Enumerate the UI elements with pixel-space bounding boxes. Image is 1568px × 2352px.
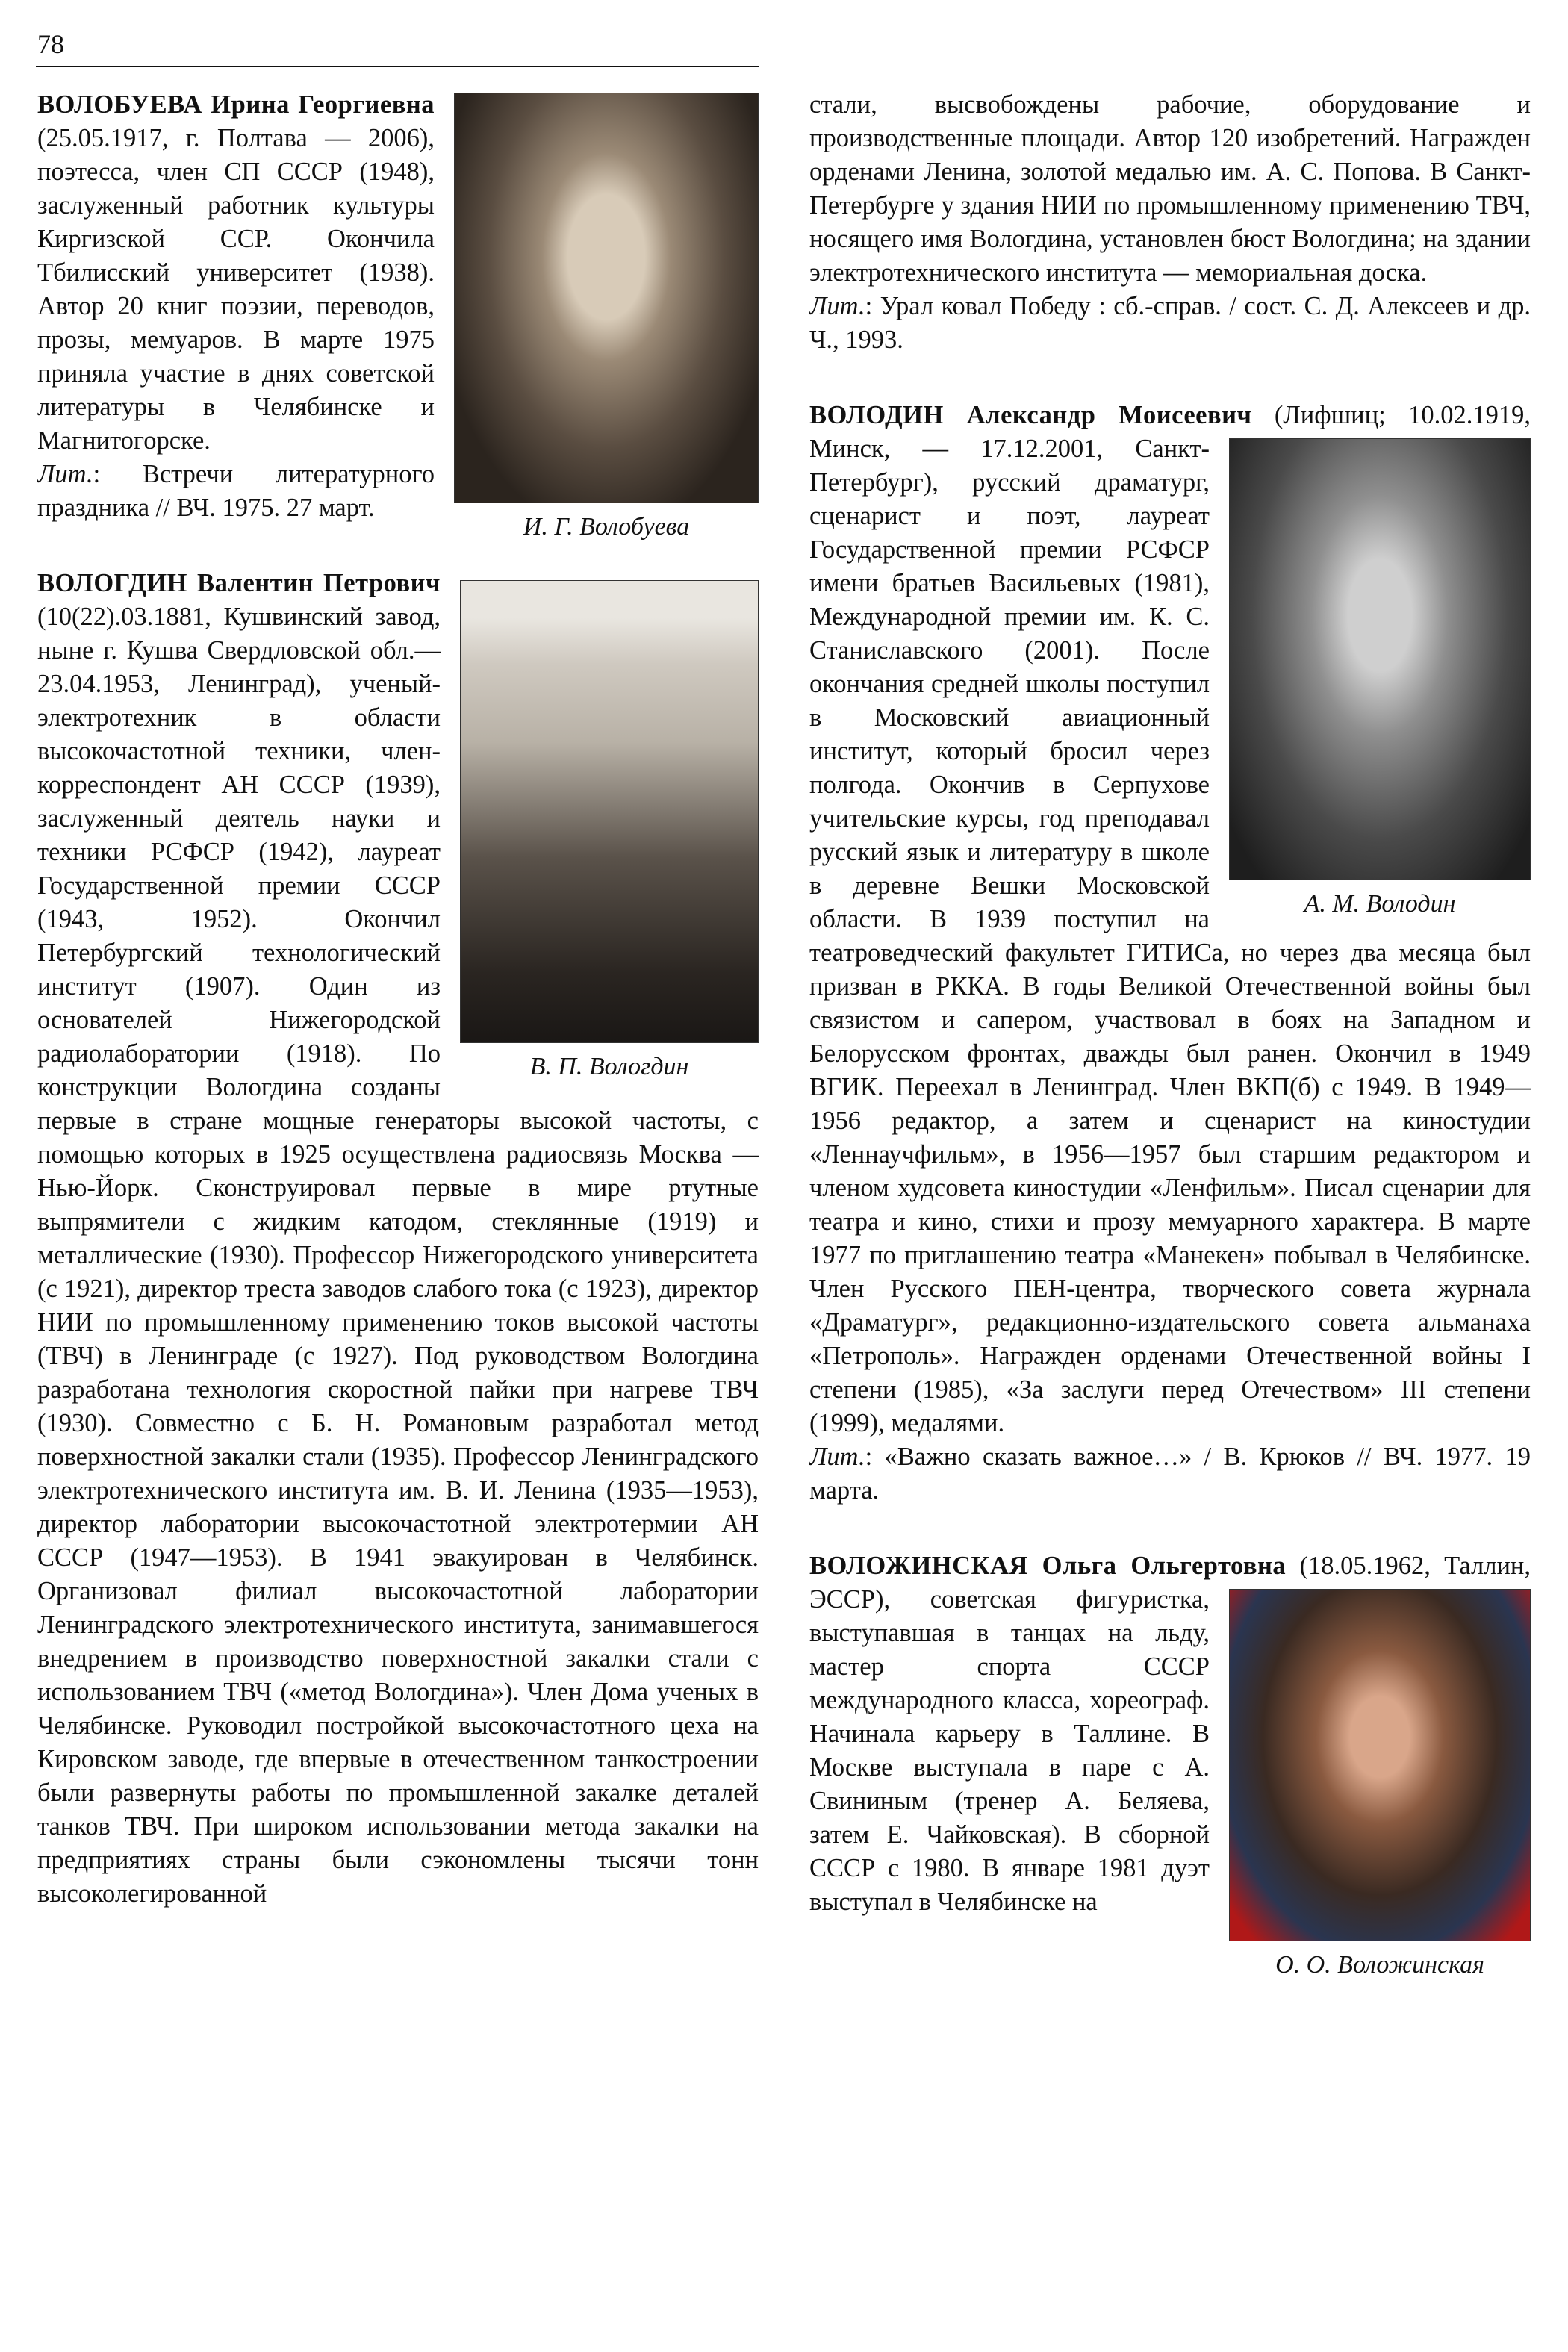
entry-text (809, 399, 1531, 1440)
headword: ВОЛОБУЕВА Ирина Георгиевна (37, 90, 435, 119)
entry-vologdin-continued (809, 88, 1531, 357)
photo-vologdin (460, 580, 759, 1083)
lit-label: Лит. (809, 292, 865, 320)
photo-volodin (1229, 438, 1531, 921)
literature-ref (809, 1440, 1531, 1508)
caption-volozhinskaya: О. О. Воложинская (1275, 1951, 1484, 1979)
entry-text (809, 1549, 1531, 1979)
entry-volodin (809, 399, 1531, 1508)
entry-body: (25.05.1917, г. Полтава — 2006), поэтесса, член СП СССР (1948), заслуженный работник культуры Киргизской ССР. Окончила Тбилисский университет (1938). Автор 20 книг поэзии, переводов, прозы, мемуаров. В марте 1975 приняла участие в днях советской литературы в Челябинске и Магнитогорске. (37, 124, 435, 455)
portrait-vologdin (460, 580, 759, 1043)
portrait-volozhinskaya (1229, 1589, 1531, 1941)
entry-body: (18.05.1962, Таллин, ЭССР), советская фигуристка, выступавшая в танцах на льду, мастер спорта СССР международного класса, хореограф. Начинала карьеру в Таллине. В Москве выступала в паре с А. Свининым (тренер А. Беляева, затем Е. Чайковская). В сборной СССР с 1980. В январе 1981 дуэт выступал в Челябинске на (809, 1552, 1531, 1916)
page-number: 78 (37, 29, 64, 59)
lit-label: Лит. (37, 460, 93, 488)
headword: ВОЛОЖИНСКАЯ Ольга Ольгертовна (809, 1552, 1287, 1580)
lit-label: Лит. (809, 1443, 865, 1471)
caption-vologdin: В. П. Вологдин (529, 1053, 689, 1080)
entry-body: (10(22).03.1881, Кушвинский завод, ныне г. Кушва Свердловской обл.— 23.04.1953, Ленинград), ученый-электротехник в области высокочастотной техники, член-корреспондент АН СССР (1939), заслуженный деятель науки и техники РСФСР (1942), лауреат Государственной премии СССР (1943, 1952). Окончил Петербургский технологический институт (1907). Один из основателей Нижегородской радиолаборатории (1918). По конструкции Вологдина созданы первые в стране мощные генераторы высокой частоты, с помощью которых в 1925 осуществлена радиосвязь Москва — Нью-Йорк. Сконструировал первые в мире ртутные выпрямители с жидким катодом, стеклянные (1919) и металлические (1930). Профессор Нижегородского университета (с 1921), директор треста заводов слабого тока (с 1923), директор НИИ по промышленному применению токов высокой частоты (ТВЧ) в Ленинграде (с 1927). Под руководством Вологдина разработана технология скоростной пайки при нагреве ТВЧ (1930). Совместно с Б. Н. Романовым разработал метод поверхностной закалки стали (1935). Профессор Ленинградского электротехнического института им. В. И. Ленина (1935—1953), директор лаборатории высокочастотной электротермии АН СССР (1947—1953). В 1941 эвакуирован в Челябинск. Организовал филиал высокочастотной лаборатории Ленинградского электротехнического института, занимавшегося внедрением в производство поверхностной закалки стали с использованием ТВЧ («метод Вологдина»). Член Дома ученых в Челябинске. Руководил постройкой высокочастотного цеха на Кировском заводе, где впервые в отечественном танкостроении были развернуты работы по промышленной закалке деталей танков ТВЧ. При широком использовании метода закалки на предприятиях страны были сэкономлены тысячи тонн высоколегированной (37, 603, 759, 1908)
right-column (809, 88, 1531, 1982)
headword: ВОЛОДИН Александр Моисеевич (809, 401, 1252, 429)
lit-text: : «Важно сказать важное…» / В. Крюков // ВЧ. 1977. 19 марта. (809, 1443, 1531, 1505)
lit-text: : Встречи литературного праздника // ВЧ. 1975. 27 март. (37, 460, 435, 522)
lit-text: : Урал ковал Победу : сб.-справ. / сост. С. Д. Алексеев и др. Ч., 1993. (809, 292, 1531, 354)
photo-volobueva (454, 93, 759, 544)
portrait-volobueva (454, 93, 759, 503)
portrait-volodin (1229, 438, 1531, 880)
caption-volobueva: И. Г. Волобуева (523, 513, 690, 541)
entry-text (37, 567, 759, 1911)
left-column (37, 88, 759, 1953)
entry-text: стали, высвобождены рабочие, оборудование и производственные площади. Автор 120 изобретений. Награжден орденами Ленина, золотой медалью им. А. С. Попова. В Санкт-Петербурге у здания НИИ по промышленному применению ТВЧ, носящего имя Вологдина, установлен бюст Вологдина; на здании электротехнического института — мемориальная доска. (809, 90, 1531, 287)
entry-volobueva (37, 88, 759, 541)
header-rule (36, 66, 759, 67)
entry-vologdin (37, 567, 759, 1911)
headword: ВОЛОГДИН Валентин Петрович (37, 569, 441, 597)
literature-ref (809, 290, 1531, 357)
entry-volozhinskaya (809, 1549, 1531, 1979)
caption-volodin: А. М. Володин (1304, 890, 1456, 918)
photo-volozhinskaya (1229, 1589, 1531, 1982)
entry-body: (Лифшиц; 10.02.1919, Минск, — 17.12.2001, Санкт-Петербург), русский драматург, сценарист и поэт, лауреат Государственной премии РСФСР имени братьев Васильевых (1981), Международной премии им. К. С. Станиславского (2001). После окончания средней школы поступил в Московский авиационный институт, который бросил через полгода. Окончив в Серпухове учительские курсы, год преподавал русский язык и литературу в школе в деревне Вешки Московской области. В 1939 поступил на театроведческий факультет ГИТИСа, но через два месяца был призван в РККА. В годы Великой Отечественной войны был связистом и сапером, участвовал в боях на Западном и Белорусском фронтах, дважды был ранен. Окончил в 1949 ВГИК. Переехал в Ленинград. Член ВКП(б) с 1949. В 1949—1956 редактор, а затем и сценарист на киностудии «Леннаучфильм», в 1956—1957 был старшим редактором и членом худсовета киностудии «Ленфильм». Писал сценарии для театра и кино, стихи и прозу мемуарного характера. В марте 1977 по приглашению театра «Манекен» побывал в Челябинске. Член Русского ПЕН-центра, творческого совета журнала «Драматург», редакционно-издательского совета альманаха «Петрополь». Награжден орденами Отечественной войны I степени (1985), «За заслуги перед Отечеством» III степени (1999), медалями. (809, 401, 1531, 1437)
